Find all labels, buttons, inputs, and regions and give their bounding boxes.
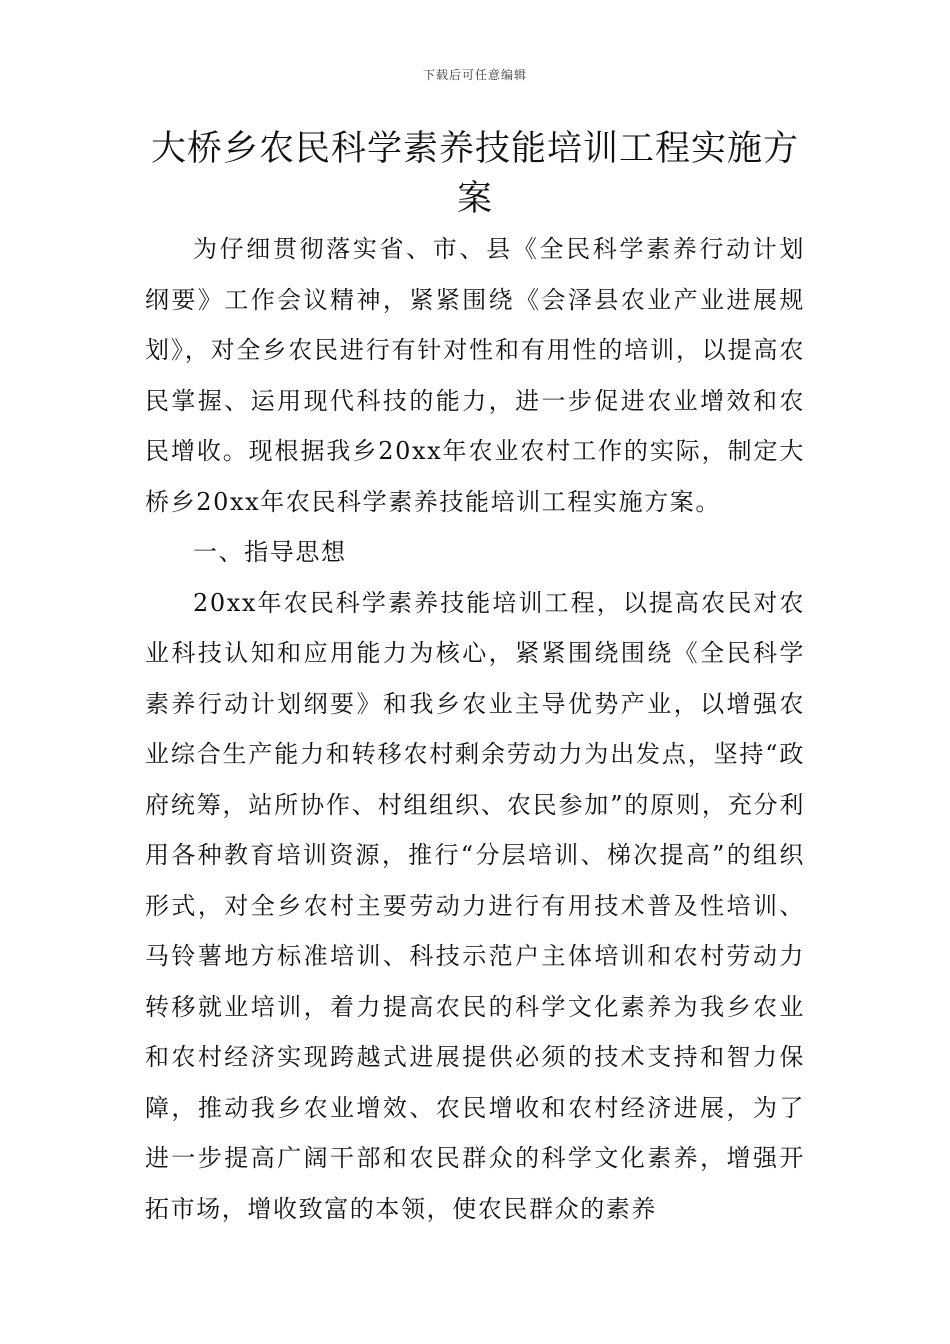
page-header-note: 下载后可任意编辑 [422,68,527,82]
document-title: 大桥乡农民科学素养技能培训工程实施方案 [150,129,799,219]
guiding-ideology-paragraph: 20xx年农民科学素养技能培训工程，以提高农民对农业科技认知和应用能力为核心，紧紧围绕围绕《全民科学素养行动计划纲要》和我乡农业主导优势产业，以增强农业综合生产能力和转移农村剩余劳动力为出发点，坚持“政府统筹，站所协作、村组组织、农民参加”的原则，充分利用各种教育培训资源，推行“分层培训、梯次提高”的组织形式，对全乡农村主要劳动力进行有用技术普及性培训、马铃薯地方标准培训、科技示范户主体培训和农村劳动力转移就业培训，着力提高农民的科学文化素养为我乡农业和农村经济实现跨越式进展提供必须的技术支持和智力保障，推动我乡农业增效、农民增收和农村经济进展，为了进一步提高广阔干部和农民群众的科学文化素养，增强开拓市场，增收致富的本领，使农民群众的素养 [145,588,805,1223]
document-body [145,224,805,1234]
section-heading-guiding-ideology: 一、指导思想 [193,538,347,566]
intro-paragraph: 为仔细贯彻落实省、市、县《全民科学素养行动计划纲要》工作会议精神，紧紧围绕《会泽县农业产业进展规划》，对全乡农民进行有针对性和有用性的培训，以提高农民掌握、运用现代科技的能力，进一步促进农业增效和农民增收。现根据我乡20xx年农业农村工作的实际，制定大桥乡20xx年农民科学素养技能培训工程实施方案。 [145,235,805,516]
